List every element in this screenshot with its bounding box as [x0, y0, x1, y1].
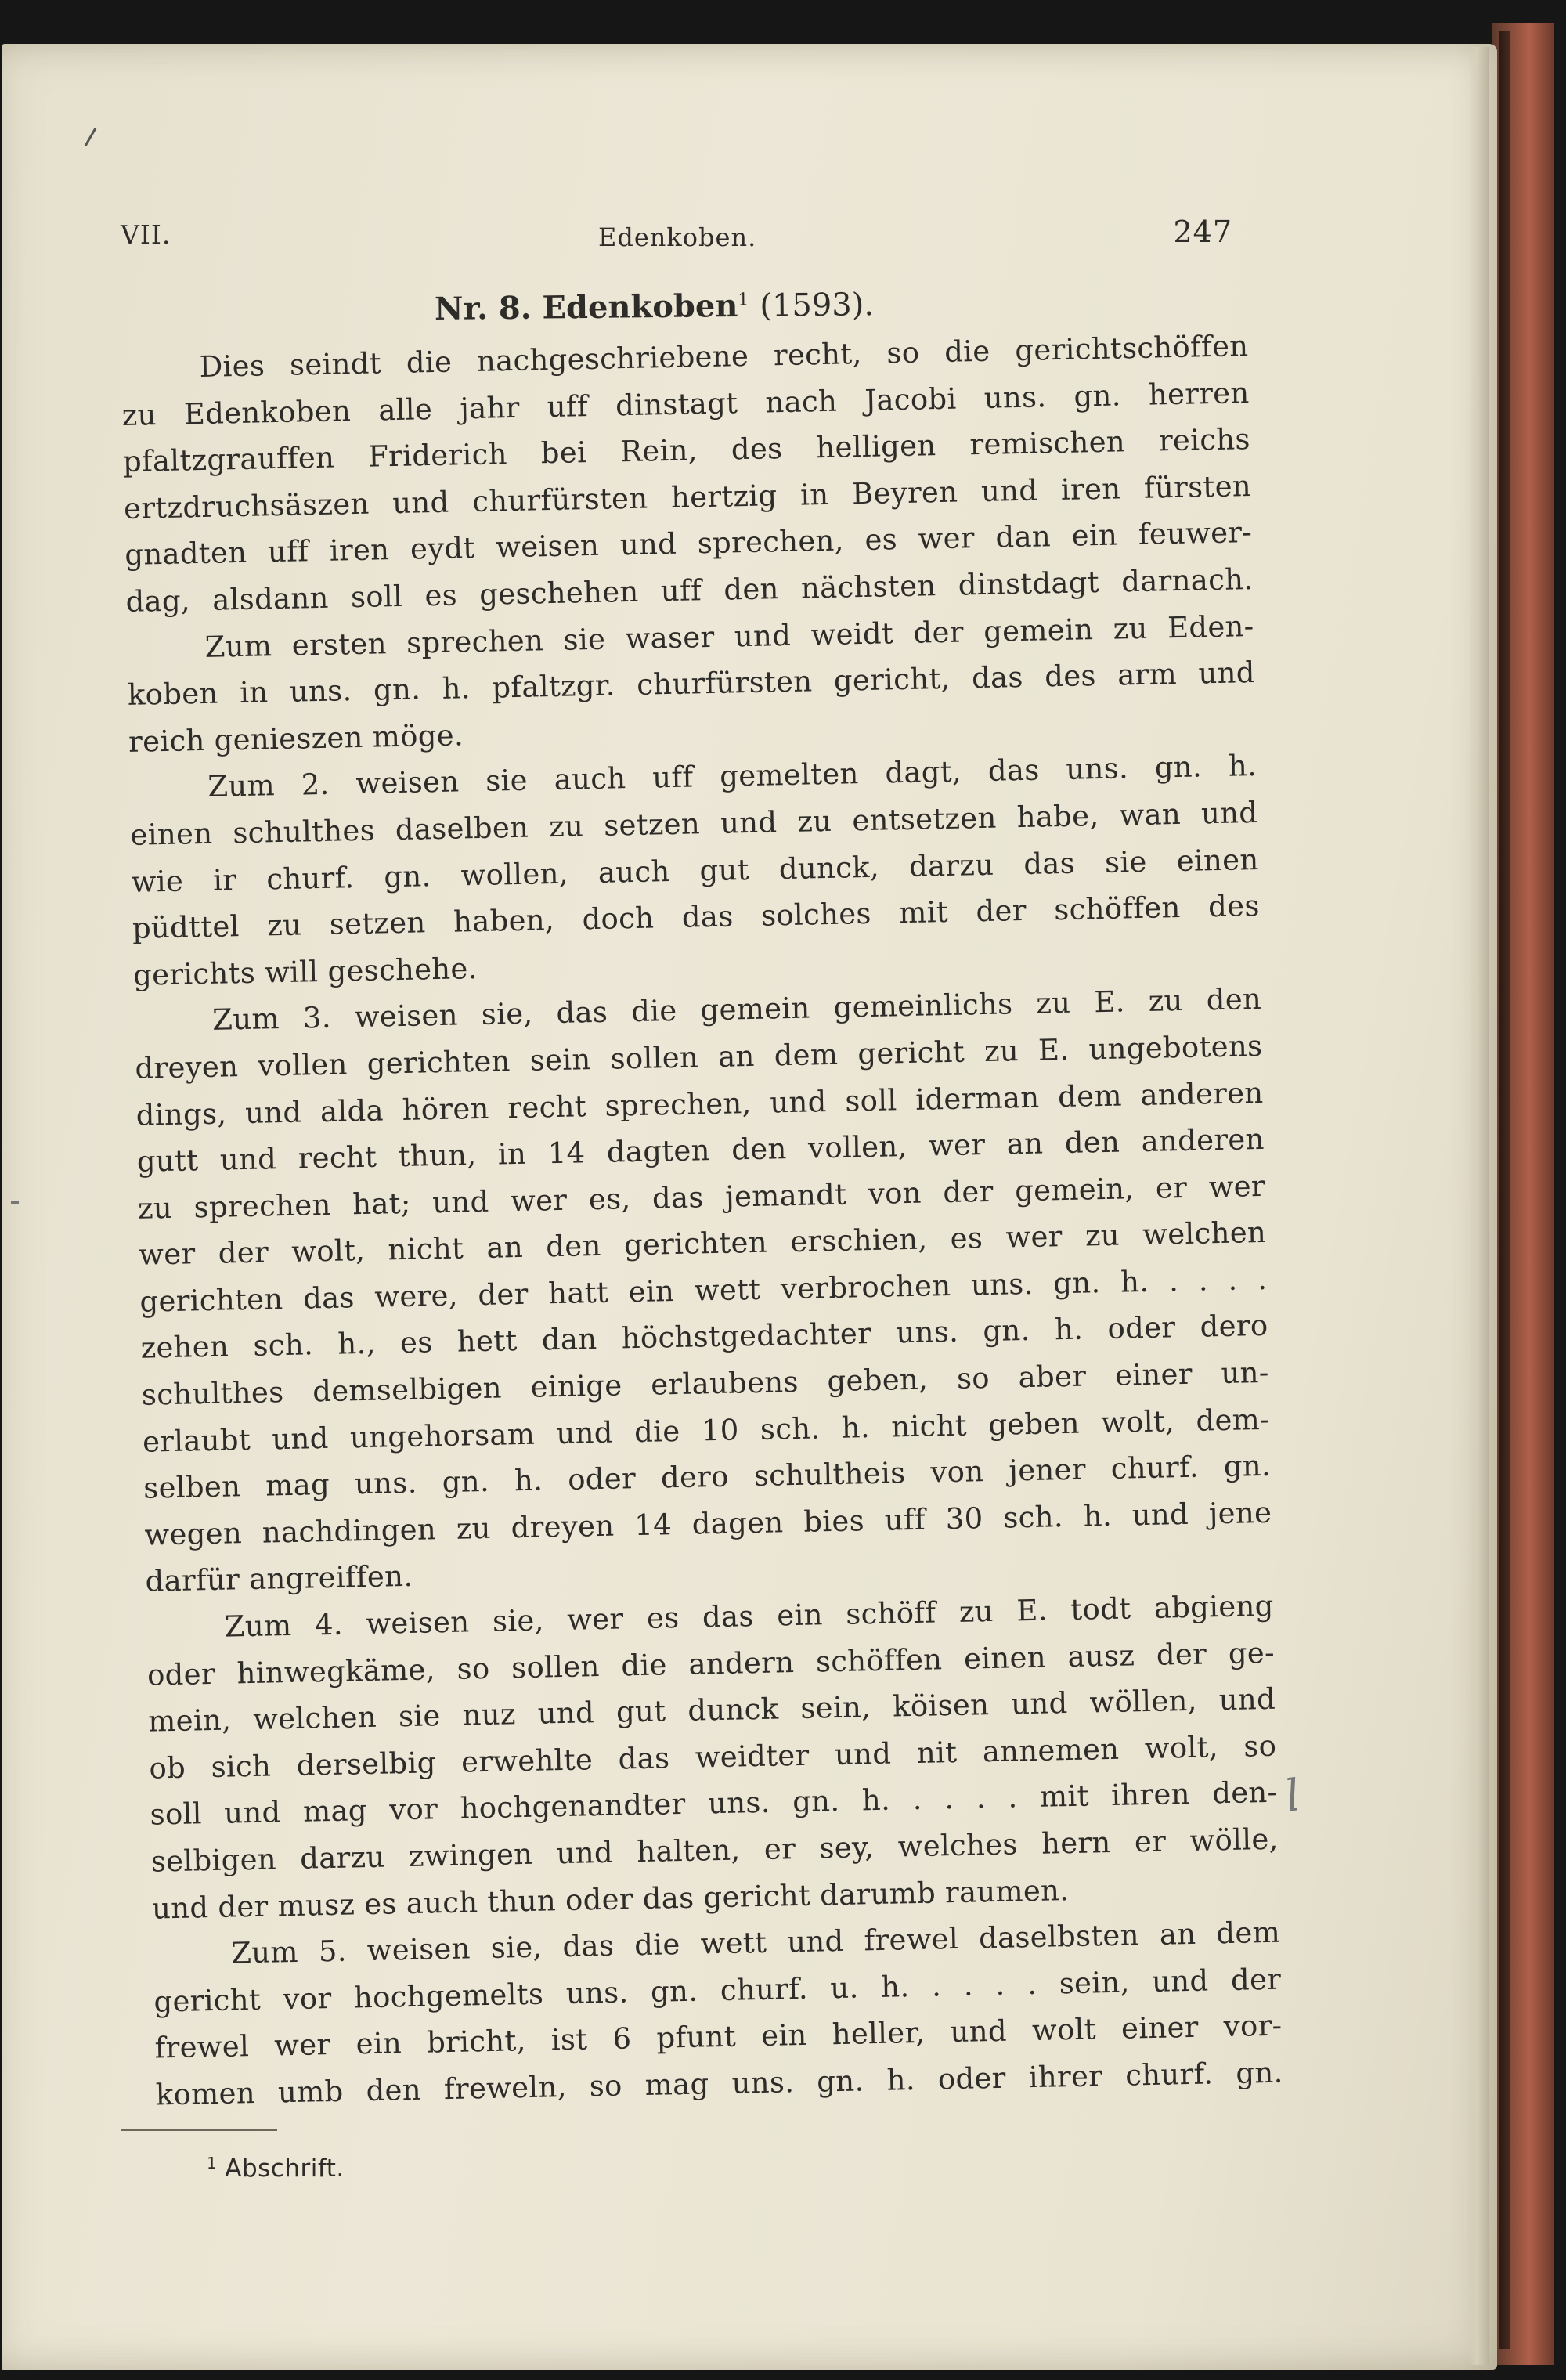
text-line: einen schulthes daselben zu setzen und zu entsetzen habe, wan und: [130, 795, 1258, 852]
body-text: [121, 323, 1283, 2118]
text-line: darfür angreiffen.: [145, 1559, 413, 1599]
text-line: erlaubt und ungehorsam und die 10 sch. h. nicht geben wolt, dem-: [142, 1402, 1271, 1459]
page-number: 247: [1173, 215, 1232, 249]
text-line: und der musz es auch thun oder das gericht darumb raumen.: [151, 1873, 1070, 1926]
text-line: gerichts will geschehe.: [132, 951, 478, 992]
text-line: dings, und alda hören recht sprechen, und soll iderman dem anderen: [135, 1075, 1264, 1132]
text-line: zu Edenkoben alle jahr uff dinstagt nach Jacobi uns. gn. herren: [121, 375, 1250, 432]
text-line: dreyen vollen gerichten sein sollen an dem gericht zu E. ungebotens: [135, 1028, 1263, 1085]
pencil-mark: [85, 128, 97, 146]
text-line: koben in uns. gn. h. pfaltzgr. churfürsten gericht, das des arm und: [127, 655, 1256, 713]
running-title: Edenkoben.: [598, 222, 757, 252]
document-place: Edenkoben: [542, 287, 738, 327]
margin-annotation: l: [1282, 1770, 1304, 1822]
text-line: Dies seindt die nachgeschriebene recht, so die gerichtschöffen: [199, 329, 1249, 384]
text-line: Zum 5. weisen sie, das die wett und frewel daselbsten an dem: [230, 1915, 1281, 1970]
text-line: zu sprechen hat; und wer es, das jemandt von der gemein, er wer: [137, 1168, 1266, 1226]
footnote-reference: 1: [738, 290, 749, 310]
text-line: reich genieszen möge.: [128, 718, 464, 759]
document-title: [435, 285, 983, 327]
text-line: Zum 3. weisen sie, das die gemein gemeinlichs zu E. zu den: [211, 982, 1262, 1038]
footnote-rule: [121, 2129, 277, 2131]
footnote-text: Abschrift.: [225, 2154, 345, 2183]
text-line: wer der wolt, nicht an den gerichten erschien, es wer zu welchen: [138, 1215, 1267, 1273]
text-line: oder hinwegkäme, so sollen die andern schöffen einen ausz der ge-: [146, 1635, 1276, 1692]
text-line: dag, alsdann soll es geschehen uff den nächsten dinstdagt darnach.: [125, 562, 1254, 619]
chapter-number: VII.: [121, 219, 171, 250]
binding-spine-strip: [1499, 31, 1510, 2349]
text-line: selbigen darzu zwingen und halten, er sey, welches hern er wölle,: [150, 1822, 1279, 1879]
text-line: wegen nachdingen zu dreyen 14 dagen bies uff 30 sch. h. und jene: [144, 1495, 1272, 1552]
text-line: gericht vor hochgemelts uns. gn. churf. u. h. . . . . sein, und der: [153, 1962, 1282, 2019]
text-line: komen umb den freweln, so mag uns. gn. h. oder ihrer churf. gn.: [155, 2055, 1283, 2112]
text-line: ob sich derselbig erwehlte das weidter und nit annemen wolt, so: [149, 1728, 1277, 1786]
text-line: mein, welchen sie nuz und gut dunck sein, köisen und wöllen, und: [147, 1681, 1276, 1739]
text-line: pfaltzgrauffen Friderich bei Rein, des helligen remischen reichs: [122, 422, 1251, 479]
text-line: zehen sch. h., es hett dan höchstgedachter uns. gn. h. oder dero: [140, 1309, 1268, 1366]
edge-mark: [11, 1201, 19, 1204]
text-line: schulthes demselbigen einige erlaubens geben, so aber einer un-: [141, 1355, 1270, 1412]
document-year: (1593).: [760, 287, 875, 324]
text-line: gerichten das were, der hatt ein wett verbrochen uns. gn. h. . . . .: [139, 1262, 1268, 1319]
footnote-number: 1: [207, 2154, 218, 2172]
text-line: gnadten uff iren eydt weisen und sprechen, es wer dan ein feuwer-: [124, 515, 1253, 572]
running-head: [121, 215, 1232, 262]
text-line: Zum ersten sprechen sie waser und weidt der gemein zu Eden-: [204, 609, 1254, 664]
document-number: Nr. 8.: [434, 289, 532, 327]
text-line: selben mag uns. gn. h. oder dero schultheis von jener churf. gn.: [143, 1449, 1272, 1505]
text-line: Zum 2. weisen sie auch uff gemelten dagt, das uns. gn. h.: [207, 749, 1257, 804]
text-line: soll und mag vor hochgenandter uns. gn. h. . . . . mit ihren den-: [150, 1775, 1278, 1833]
text-line: püdttel zu setzen haben, doch das solches mit der schöffen des: [132, 889, 1261, 945]
text-line: ertzdruchsäszen und churfürsten hertzig in Beyren und iren fürsten: [123, 468, 1252, 525]
page-edge-shadow: [1469, 47, 1489, 2365]
text-line: gutt und recht thun, in 14 dagten den vollen, wer an den anderen: [136, 1121, 1265, 1179]
text-line: frewel wer ein bricht, ist 6 pfunt ein heller, und wolt einer vor-: [154, 2009, 1283, 2065]
text-line: Zum 4. weisen sie, wer es das ein schöff zu E. todt abgieng: [224, 1588, 1275, 1644]
footnote: [207, 2154, 345, 2183]
paper-page: [2, 44, 1497, 2370]
text-line: wie ir churf. gn. wollen, auch gut dunck, darzu das sie einen: [131, 842, 1259, 899]
